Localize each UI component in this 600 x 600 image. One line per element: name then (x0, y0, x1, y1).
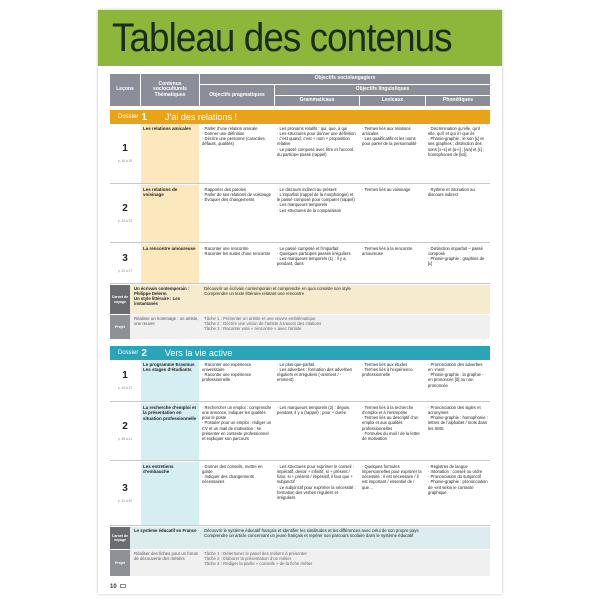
projet-text: Réaliser des fiches pour un forum de découverte des métiers (134, 551, 199, 562)
dossier-name: Vers la vie active (164, 348, 233, 358)
lesson-number: 3 (122, 483, 128, 494)
carnet-desc: Découvrir un écrivain contemporain et comprendre en quoi consiste son style Comprendre un texte littéraire relatant une rencontre (204, 286, 351, 297)
dossier-label: Dossier (118, 114, 139, 120)
lesson-pragma: · Raconter une rencontre · Raconter les suites d’une rencontre (202, 245, 271, 256)
lesson-gram: · Le plus-que-parfait · Les adverbes : formation des adverbes réguliers et irréguliers (-amment / -emment) (277, 361, 352, 383)
lesson-number-cell (110, 360, 140, 401)
table-row (110, 124, 490, 184)
projet-tag: Projet (110, 550, 130, 576)
carnet-tag: Carnet de voyage (110, 527, 130, 549)
carnet-row (110, 527, 490, 549)
lesson-pages: p. 42 à 45 (117, 498, 133, 503)
lesson-pragma: · Raconter une expérience universitaire · Raconter une expérience professionnelle (202, 361, 252, 383)
lesson-number: 3 (122, 253, 128, 264)
lesson-number: 1 (122, 370, 128, 381)
lesson-lex: · Termes liés à la rencontre amoureuse (362, 245, 413, 256)
carnet-desc: Découvrir le système éducatif français et identifier les similitudes et les différences avec celui de son propre pays Comprendre un article concernant un jeune français et repérer son parcours scolaire dans le système éducatif (204, 528, 419, 539)
lesson-phon: · Prononciation des sigles et acronymes · Phonie-graphie : homophonie : lettres de l’alphabet / mots dans les SMS (428, 404, 488, 431)
header-lecons: Leçons (110, 74, 140, 106)
carnet-text: Le système éducatif en France (134, 528, 197, 533)
lesson-pages: p. 16 à 19 (117, 158, 133, 163)
lesson-number-cell (110, 244, 140, 283)
dossier-label: Dossier (118, 350, 139, 356)
lesson-lex: · Quelques formules impersonnelles pour exprimer la nécessité : il est nécessaire / il est important / essentiel de / que… (362, 463, 422, 490)
header-phon: Phonétiques (426, 96, 490, 106)
title-band (98, 10, 502, 66)
lesson-pragma: · Donner des conseils, mettre en garde · Indiquer des changements nécessaires (202, 463, 263, 485)
lesson-pages: p. 24 à 27 (117, 268, 133, 273)
dossier-2-band (110, 346, 490, 360)
projet-tasks: Tâche 1 : Présenter un artiste et une œuvre emblématique Tâche 2 : Décrire une vision de l’artiste à travers des citations Tâche 3 : Raconter vote « rencontre » avec l’artiste (204, 316, 322, 332)
table-row (110, 185, 490, 243)
lesson-phon: · Rythme et intonation au discours indirect (428, 186, 475, 197)
header-gram: Grammaticaux (275, 96, 359, 106)
lesson-phon: · Prononciation des adverbes en -ment · Phonie-graphie : la graphie -en prononcée [ɑ̃] ou non prononcée (428, 361, 484, 388)
lesson-phon: · Registres de langue · Intonation : conseil ou ordre · Prononciation du subjonctif · Phonie-graphie : prononciation de -ent selon le contexte graphique (428, 463, 488, 495)
lesson-gram: · Les pronoms relatifs : qui, que, à qui · Les structures pour donner une définition : c’est quand, c’est + nom + proposition relative · Le passé composé avec être et l’accord du participe passé (rappel) (277, 125, 356, 157)
lesson-number-cell (110, 403, 140, 460)
lesson-theme: Le programme Erasmus Les stages d’étudiants (141, 360, 199, 401)
table-row (110, 462, 490, 526)
lesson-phon: · Distinction imparfait – passé composé · Phonie-graphie : graphies de [ɛ] (428, 245, 485, 267)
header-lex: Lexicaux (360, 96, 425, 106)
projet-row (110, 315, 490, 339)
dossier-number: 1 (141, 111, 147, 123)
lesson-number: 2 (122, 203, 128, 214)
lesson-number: 2 (122, 421, 128, 432)
dossier-number: 2 (141, 347, 147, 359)
projet-tag: Projet (110, 315, 130, 339)
lesson-theme: La rencontre amoureuse (141, 244, 199, 283)
lesson-theme: Les relations de voisinage (141, 185, 199, 242)
lesson-pragma: · Rapporter des paroles · Parler de ses relations de voisinage · Évoquer des changements (202, 186, 271, 202)
dossier-1-band (110, 110, 490, 124)
projet-tasks: Tâche 1 : Déterminer le panel des métiers à présenter Tâche 2 : Élaborer la présentation d’un métier Tâche 3 : Rédiger la partie « conseils » de la fiche métier (204, 551, 313, 567)
lesson-lex: · Termes liés aux études · Termes liés à l’expérience professionnelle (362, 361, 413, 377)
carnet-row (110, 285, 490, 314)
document-page (98, 10, 502, 594)
book-icon (120, 584, 126, 588)
lesson-pages: p. 20 à 23 (117, 218, 133, 223)
table-row (110, 244, 490, 284)
lesson-theme: Les entretiens d’embauche (141, 462, 199, 525)
lesson-pages: p. 38 à 41 (117, 436, 133, 441)
table-row (110, 403, 490, 461)
header-contenus: Contenus socioculturels Thématiques (141, 74, 199, 106)
lesson-gram: · Le passé composé et l’imparfait · Quelques participes passés irréguliers · Les marqueurs temporels (1) : il y a, pendant, dans (277, 245, 351, 267)
lesson-number: 1 (122, 143, 128, 154)
carnet-text: Un écrivain contemporain : Philippe Delerm Un style littéraire : Les instantanés (134, 286, 190, 307)
lesson-number-cell (110, 462, 140, 525)
lesson-theme: La recherche d’emploi et la présentation en situation professionnelle (141, 403, 199, 460)
lesson-pragma: · Parler d’une relation amicale · Donner une définition · Décrire une personne (caractère, défauts, qualités) (202, 125, 267, 147)
header-objectifs-socio: Objectifs sociolangagiers (200, 74, 490, 84)
lesson-gram: · Le discours indirect au présent · L’imparfait (rappel de la morphologie) et le passé composé pour comparer (rappel) · Les marqueurs temporels · Les structures de la comparaison (277, 186, 355, 213)
lesson-number-cell (110, 185, 140, 242)
projet-row (110, 550, 490, 576)
header-objectifs-pragma: Objectifs pragmatiques (200, 85, 274, 106)
lesson-lex: · Termes liés à la recherche d’emploi et à l’entreprise · Termes liés au descriptif d’un emploi et aux qualités professionnelles · Formules du mail / de la lettre de motivation (362, 404, 420, 441)
lesson-lex: · Termes liés au voisinage (362, 186, 411, 192)
page-title: Tableau des contenus (112, 16, 452, 60)
header-objectifs-ling: Objectifs linguistiques (275, 85, 490, 95)
page-number: 10 (110, 584, 117, 590)
lesson-lex: · Termes liés aux relations amicales · Les qualificatifs et les noms pour parler de la personnalité (362, 125, 417, 147)
lesson-pages: p. 34 à 37 (117, 385, 133, 390)
lesson-pragma: · Rechercher un emploi : comprendre une annonce, indiquer les qualités pour le poste · Postuler pour un emploi : rédiger un CV et un mail de motivation ; se présenter en contexte professionnel et expliquer son parcours (202, 404, 272, 441)
lesson-number-cell (110, 124, 140, 183)
projet-text: Réaliser un hommage : un artiste, une œuvre (134, 316, 199, 327)
lesson-theme: Les relations amicales (141, 124, 199, 183)
dossier-name: J’ai des relations ! (164, 112, 237, 122)
table-row (110, 360, 490, 402)
page-footer (110, 584, 126, 590)
lesson-gram: · Les structures pour exprimer le conseil : impératif, devoir + infinitif, si + présent / futur, si + présent / impératif, il faut que + subjonctif · Le subjonctif pour exprimer la nécessité : formation des verbes réguliers et irréguliers (277, 463, 356, 500)
lesson-gram: · Les marqueurs temporels (2) : depuis, pendant, il y a (rappel) ; pour + durée (277, 404, 351, 415)
carnet-tag: Carnet de voyage (110, 285, 130, 314)
lesson-phon: · Discrimination qu’elle, qu’il elle, qu’il et qui il / que ils · Phonie-graphie : le son [ɛ] et ses graphies ; distinction des sons [ɔ~ɛ] et [a~i] ; [wa] et [ɛ] ; homophones de [kɛl]. (428, 125, 485, 157)
